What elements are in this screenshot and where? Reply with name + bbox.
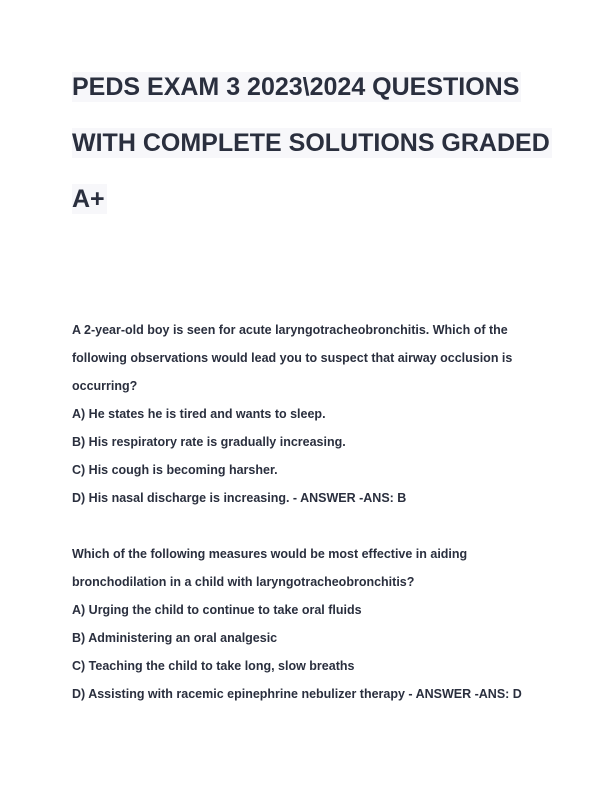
question-2-stem-line-1: Which of the following measures would be most effective in aiding bbox=[72, 547, 468, 561]
question-2-option-d-answer: D) Assisting with racemic epinephrine nebulizer therapy - ANSWER -ANS: D bbox=[72, 687, 522, 701]
document-title-line-1: PEDS EXAM 3 2023\2024 QUESTIONS bbox=[72, 73, 520, 101]
question-2-stem-line-2: bronchodilation in a child with laryngotracheobronchitis? bbox=[72, 575, 415, 589]
question-1-stem-line-3: occurring? bbox=[72, 379, 138, 393]
question-2-option-c: C) Teaching the child to take long, slow breaths bbox=[72, 659, 355, 673]
question-2-option-a: A) Urging the child to continue to take oral fluids bbox=[72, 603, 362, 617]
document-title-line-3: A+ bbox=[72, 185, 105, 213]
document-title-line-2: WITH COMPLETE SOLUTIONS GRADED bbox=[72, 129, 550, 157]
question-2-option-b: B) Administering an oral analgesic bbox=[72, 631, 278, 645]
question-1-option-a: A) He states he is tired and wants to sleep. bbox=[72, 407, 326, 421]
question-1-stem-line-1: A 2-year-old boy is seen for acute laryngotracheobronchitis. Which of the bbox=[72, 323, 508, 337]
question-1-option-d-answer: D) His nasal discharge is increasing. - ANSWER -ANS: B bbox=[72, 491, 407, 505]
question-1-option-b: B) His respiratory rate is gradually increasing. bbox=[72, 435, 346, 449]
question-1-option-c: C) His cough is becoming harsher. bbox=[72, 463, 278, 477]
question-1-stem-line-2: following observations would lead you to suspect that airway occlusion is bbox=[72, 351, 513, 365]
